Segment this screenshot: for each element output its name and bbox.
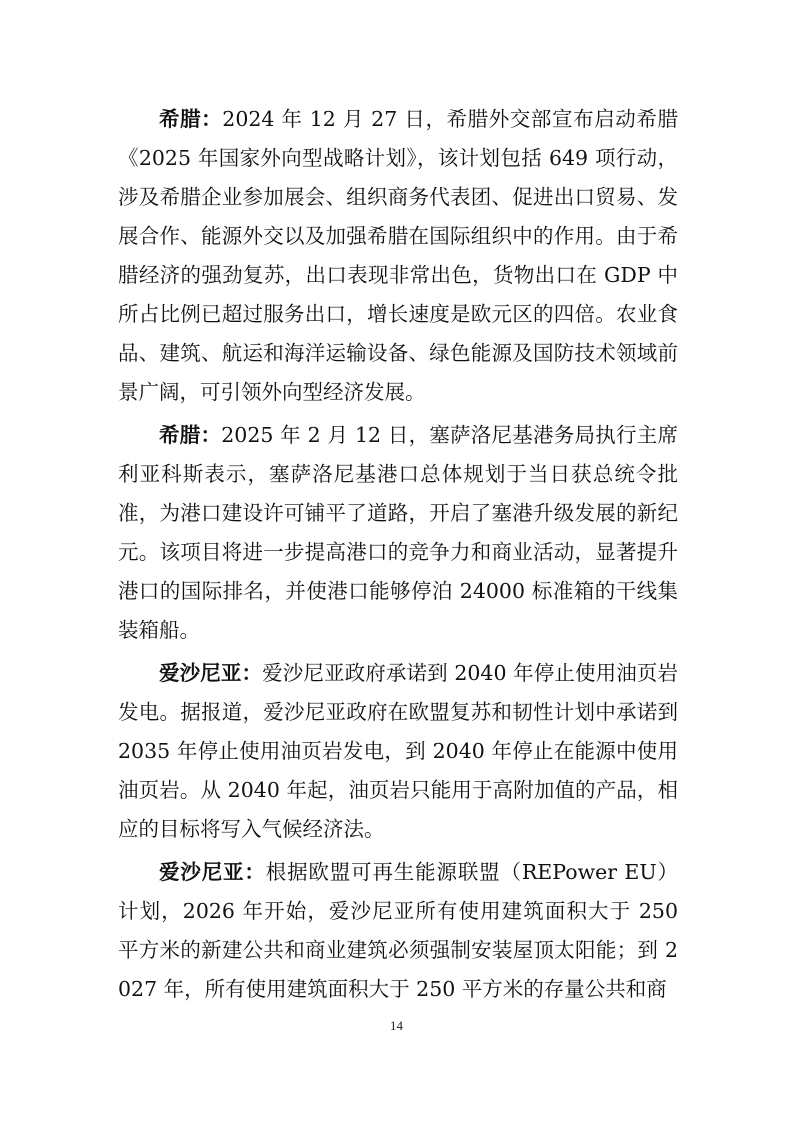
paragraph-label: 希腊：: [159, 107, 223, 131]
document-body: [118, 100, 678, 1013]
paragraph-label: 爱沙尼亚：: [159, 661, 263, 685]
paragraph-estonia-oil-shale: [118, 654, 678, 849]
paragraph-text: 爱沙尼亚政府承诺到 2040 年停止使用油页岩发电。据报道，爱沙尼亚政府在欧盟复苏和韧性计划中承诺到 2035 年停止使用油页岩发电，到 2040 年停止在能源中使用油页岩。从 2040 年起，油页岩只能用于高附加值的产品，相应的目标将写入气候经济法。: [118, 661, 679, 841]
paragraph-estonia-solar: [118, 853, 678, 1009]
paragraph-text: 2025 年 2 月 12 日，塞萨洛尼基港务局执行主席利亚科斯表示，塞萨洛尼基港口总体规划于当日获总统令批准，为港口建设许可铺平了道路，开启了塞港升级发展的新纪元。该项目将进一步提高港口的竞争力和商业活动，显著提升港口的国际排名，并使港口能够停泊 24000 标准箱的干线集装箱船。: [118, 423, 678, 642]
paragraph-greece-port: [118, 416, 678, 650]
page-number: 14: [390, 1018, 403, 1033]
paragraph-label: 爱沙尼亚：: [159, 860, 266, 884]
paragraph-greece-strategy: [118, 100, 678, 412]
paragraph-label: 希腊：: [159, 423, 222, 447]
paragraph-text: 2024 年 12 月 27 日，希腊外交部宣布启动希腊《2025 年国家外向型战略计划》，该计划包括 649 项行动，涉及希腊企业参加展会、组织商务代表团、促进出口贸易、发展合作、能源外交以及加强希腊在国际组织中的作用。由于希腊经济的强劲复苏，出口表现非常出色，货物出口在 GDP 中所占比例已超过服务出口，增长速度是欧元区的四倍。农业食品、建筑、航运和海洋运输设备、绿色能源及国防技术领域前景广阔，可引领外向型经济发展。: [118, 107, 678, 404]
paragraph-text: 根据欧盟可再生能源联盟（REPower EU）计划，2026 年开始，爱沙尼亚所有使用建筑面积大于 250 平方米的新建公共和商业建筑必须强制安装屋顶太阳能；到 2027 年，所有使用建筑面积大于 250 平方米的存量公共和商: [118, 860, 678, 1001]
